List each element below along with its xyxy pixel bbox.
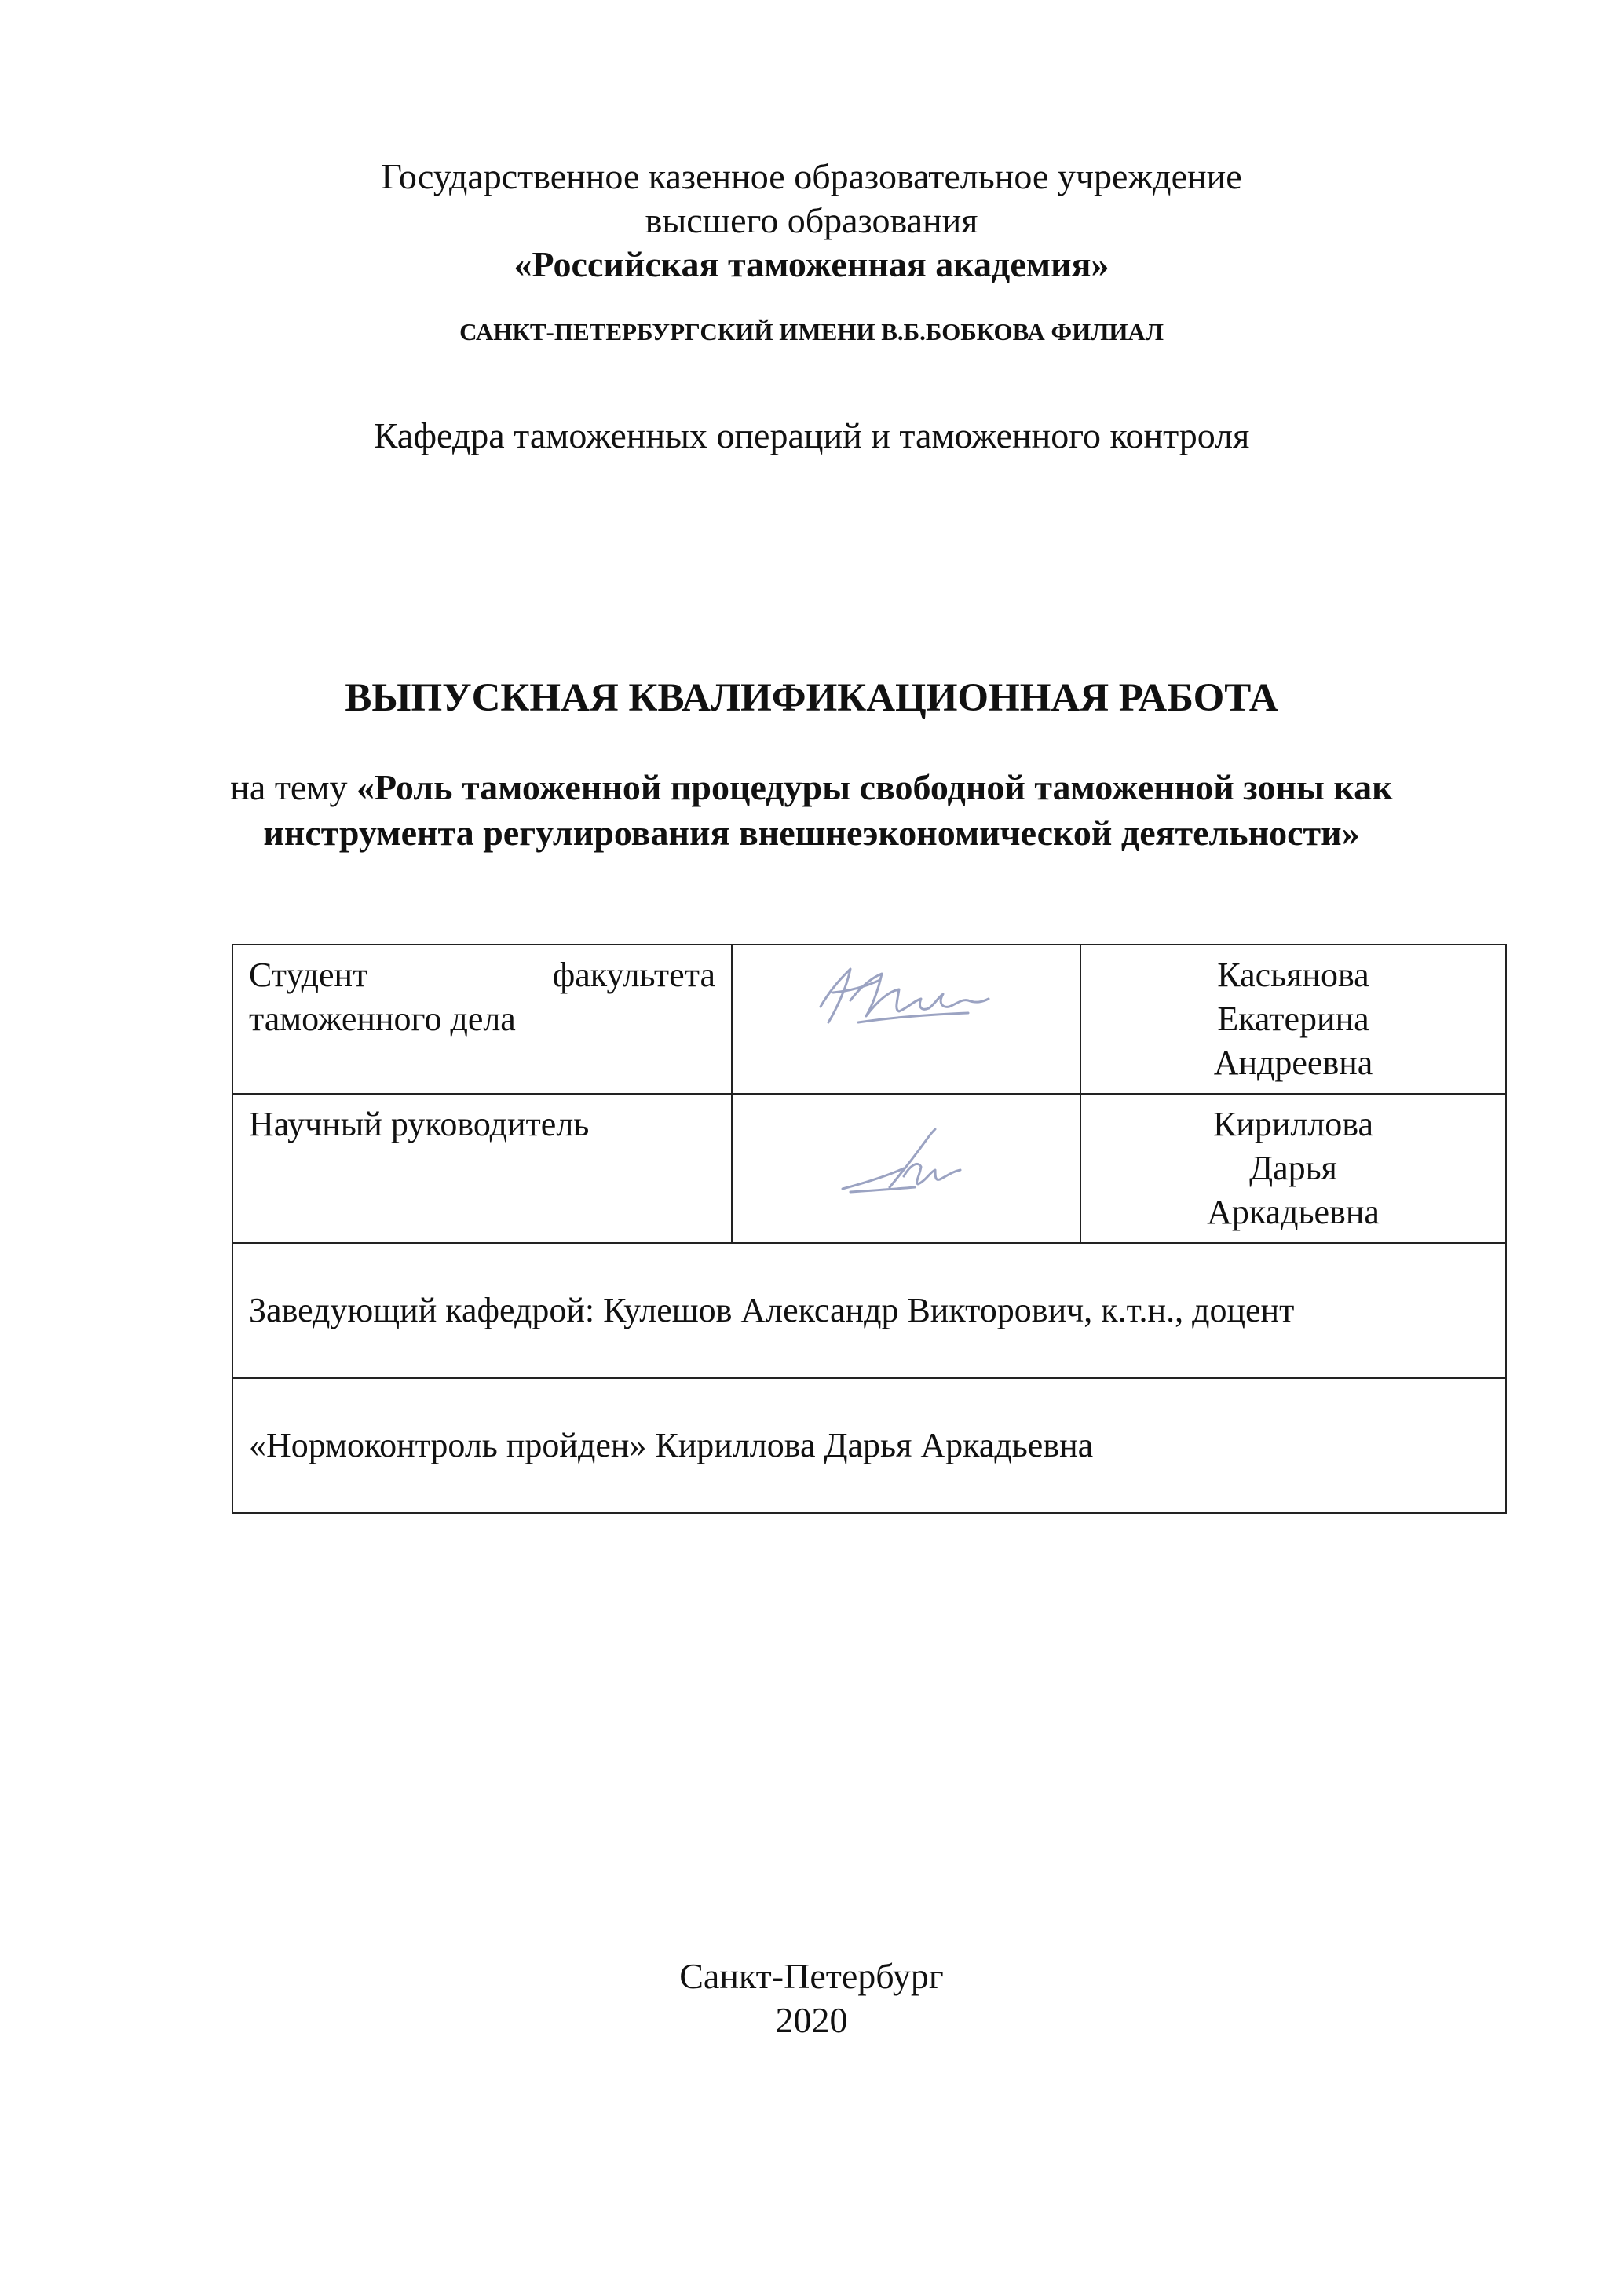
supervisor-role: Научный руководитель	[249, 1105, 590, 1143]
topic-line-1	[0, 766, 1623, 808]
student-name-cell	[1080, 945, 1506, 1094]
supervisor-patronymic: Аркадьевна	[1207, 1193, 1380, 1231]
topic-title-part-1: «Роль таможенной процедуры свободной таможенной зоны как	[356, 767, 1393, 807]
supervisor-surname: Кириллова	[1212, 1105, 1374, 1143]
topic-prefix: на тему	[230, 767, 356, 807]
student-first-name: Екатерина	[1217, 1000, 1369, 1038]
supervisor-signature-icon	[733, 1095, 1078, 1228]
supervisor-row	[232, 1094, 1506, 1243]
year: 2020	[775, 2000, 848, 2040]
student-signature-icon	[733, 945, 1078, 1063]
supervisor-signature-cell	[732, 1094, 1080, 1243]
head-row	[232, 1243, 1506, 1378]
institution-line-2: высшего образования	[645, 200, 978, 240]
student-role-cell	[232, 945, 732, 1094]
department-name: Кафедра таможенных операций и таможенного контроля	[373, 415, 1250, 455]
city: Санкт-Петербург	[679, 1956, 944, 1996]
normcontrol-row	[232, 1378, 1506, 1513]
student-row	[232, 945, 1506, 1094]
student-patronymic: Андреевна	[1213, 1044, 1373, 1082]
topic-line-2: инструмента регулирования внешнеэкономической деятельности»	[263, 813, 1360, 853]
supervisor-name-cell	[1080, 1094, 1506, 1243]
supervisor-first-name: Дарья	[1249, 1149, 1337, 1187]
student-role-line-2: таможенного дела	[249, 1000, 516, 1038]
head-of-department: Заведующий кафедрой: Кулешов Александр Викторович, к.т.н., доцент	[232, 1243, 1506, 1378]
normcontrol-note: «Нормоконтроль пройден» Кириллова Дарья Аркадьевна	[232, 1378, 1506, 1513]
signature-table	[232, 944, 1507, 1514]
student-signature-cell	[732, 945, 1080, 1094]
branch-name: САНКТ-ПЕТЕРБУРГСКИЙ ИМЕНИ В.Б.БОБКОВА ФИЛИАЛ	[459, 318, 1164, 345]
institution-line-1: Государственное казенное образовательное учреждение	[381, 156, 1242, 196]
student-surname: Касьянова	[1217, 956, 1369, 994]
student-role-line-1: Студент факультета	[249, 956, 715, 994]
supervisor-role-cell	[232, 1094, 732, 1243]
work-type-title: ВЫПУСКНАЯ КВАЛИФИКАЦИОННАЯ РАБОТА	[345, 676, 1278, 720]
institution-name: «Российская таможенная академия»	[514, 244, 1109, 284]
